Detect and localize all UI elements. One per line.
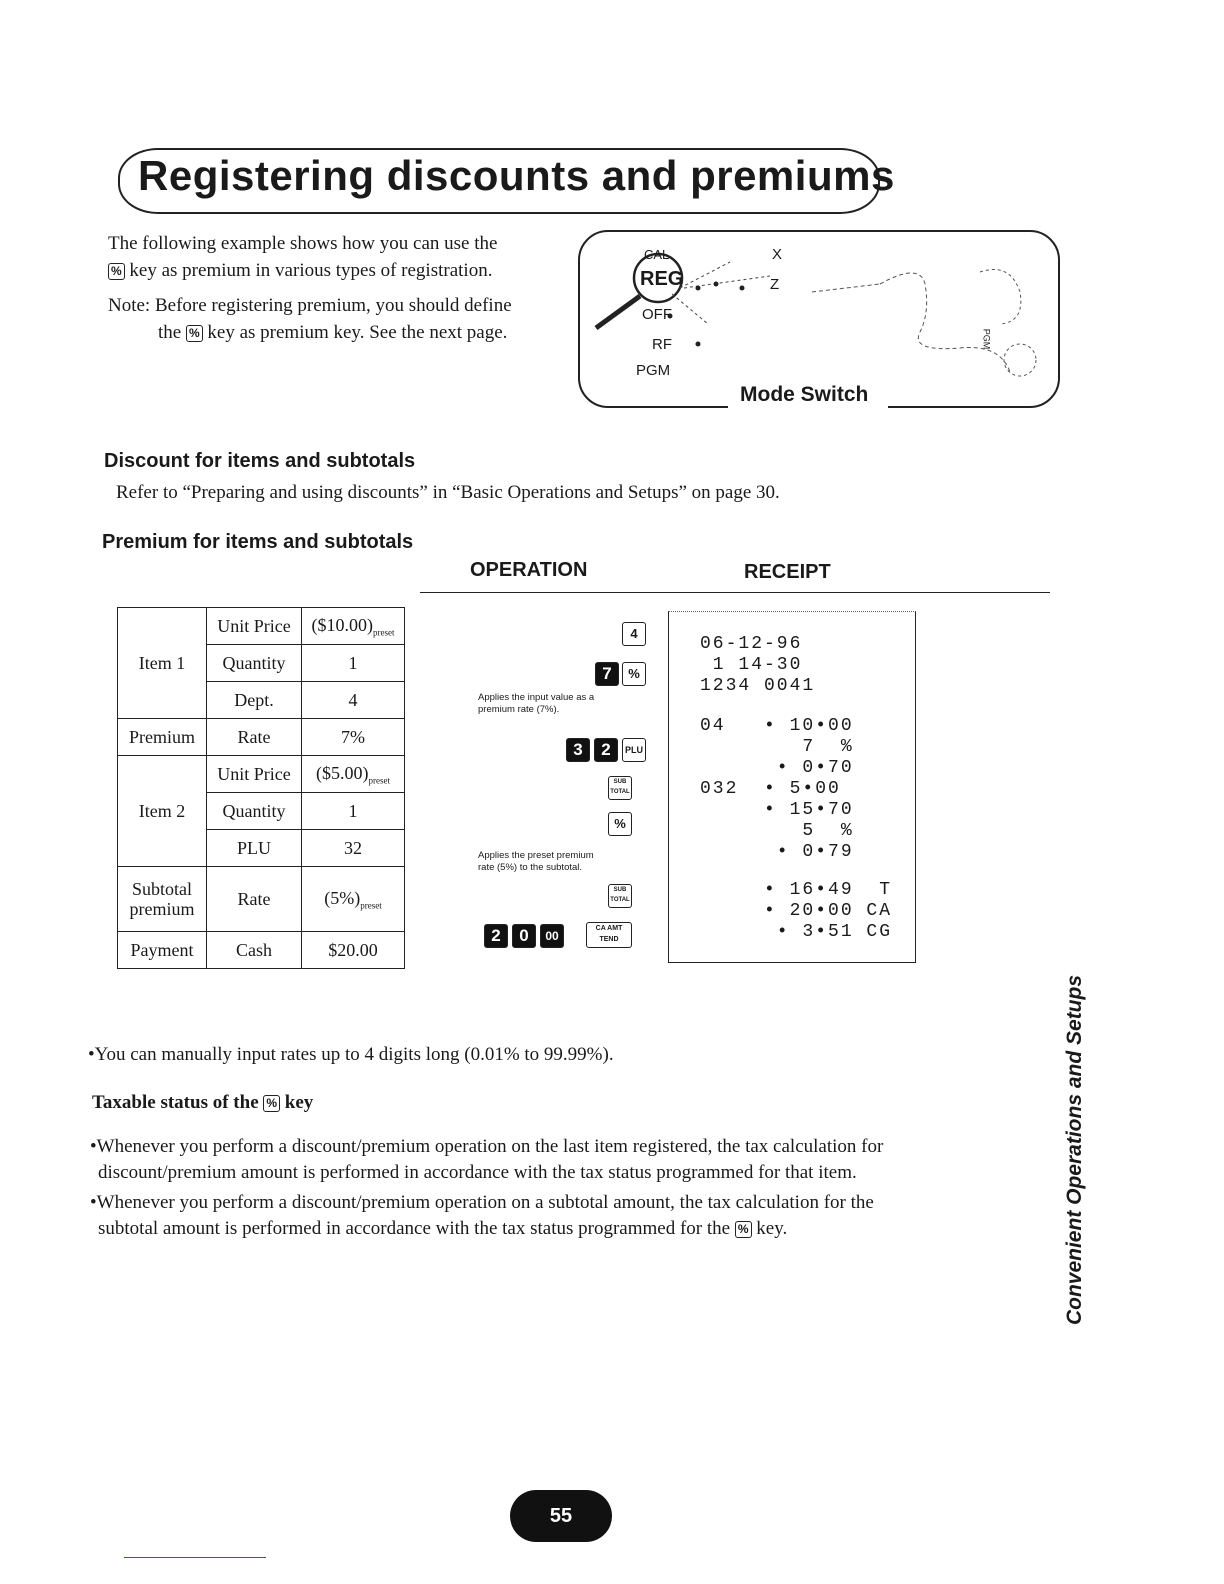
cash-amount-tend-key: CA AMT TEND [586, 922, 632, 948]
intro-note-1: Note: Before registering premium, you should define [108, 295, 512, 316]
item2-price: $(\$5.00)_{preset}$ [302, 756, 405, 793]
page-title: Registering discounts and premiums [138, 152, 895, 199]
header-rule [420, 592, 1050, 593]
percent-key-icon: % [263, 1095, 280, 1112]
intro-text [108, 230, 512, 346]
pgm-key-label: PGM [981, 328, 992, 350]
digit-2-key: 2 [594, 738, 618, 762]
page-number: 55 [510, 1490, 612, 1542]
premium-rate: 7% [302, 719, 405, 756]
receipt-line: • 20•00 CA [700, 901, 893, 921]
percent-key: % [622, 662, 646, 686]
receipt-line: 7 % [700, 737, 854, 757]
item1-dept: 4 [302, 682, 405, 719]
percent-key-icon: % [108, 263, 125, 280]
mode-position-rf: RF [652, 336, 672, 353]
receipt-line: • 3•51 CG [700, 922, 893, 942]
receipt-line: • 15•70 [700, 800, 854, 820]
mode-switch-label: Mode Switch [740, 383, 869, 406]
unit-price-label: Unit Price [207, 608, 302, 645]
side-label: Convenient Operations and Setups [1063, 974, 1086, 1326]
double-zero-key: 00 [540, 924, 564, 948]
digit-0-key: 0 [512, 924, 536, 948]
operation-note-1: Applies the input value as a premium rate (7%). [478, 692, 595, 715]
item1-quantity: 1 [302, 645, 405, 682]
manual-rate-note: •You can manually input rates up to 4 digits long (0.01% to 99.99%). [88, 1044, 614, 1065]
subtotal-premium-cell: Subtotal premium [118, 867, 207, 932]
receipt-line: 5 % [700, 821, 854, 841]
receipt-line: 04 • 10•00 [700, 716, 854, 736]
taxable-bullet-2: •Whenever you perform a discount/premium operation on a subtotal amount, the tax calculation for the subtotal amount is performed in accordance with the tax status programmed for the % key. [90, 1192, 874, 1239]
digit-7-key: 7 [595, 662, 619, 686]
item2-cell: Item 2 [118, 756, 207, 867]
dept-label: Dept. [207, 682, 302, 719]
percent-key-icon: % [186, 325, 203, 342]
subtotal-rate: $(5\%)_{preset}$ [302, 867, 405, 932]
plu-key: PLU [622, 738, 646, 762]
payment-cell: Payment [118, 932, 207, 969]
operation-header: OPERATION [470, 559, 588, 581]
cash-label: Cash [207, 932, 302, 969]
quantity-label: Quantity [207, 645, 302, 682]
mode-position-reg: REG [640, 268, 684, 290]
taxable-heading: Taxable status of the % key [92, 1092, 314, 1113]
mode-position-z: Z [770, 276, 780, 293]
example-data-table [117, 607, 405, 969]
mode-position-off: OFF [642, 306, 672, 323]
cash-value: $20.00 [302, 932, 405, 969]
section-side-tab [1055, 960, 1095, 1350]
intro-line-1: The following example shows how you can use the [108, 233, 498, 254]
item1-cell: Item 1 [118, 608, 207, 719]
discount-heading: Discount for items and subtotals [104, 450, 416, 472]
digit-2-key: 2 [484, 924, 508, 948]
discount-text: Refer to “Preparing and using discounts” in “Basic Operations and Setups” on page 30. [116, 482, 780, 503]
receipt-header: RECEIPT [744, 561, 831, 583]
dept-4-key: 4 [622, 622, 646, 646]
operation-note-2: Applies the preset premium rate (5%) to the subtotal. [478, 850, 594, 873]
premium-cell: Premium [118, 719, 207, 756]
unit-price-label: Unit Price [207, 756, 302, 793]
percent-key: % [608, 812, 632, 836]
rate-label: Rate [207, 719, 302, 756]
receipt-line: • 16•49 T [700, 880, 893, 900]
item1-price: $(\$10.00)_{preset}$ [302, 608, 405, 645]
intro-line-2: % key as premium in various types of registration. [108, 257, 512, 284]
percent-key-icon: % [735, 1221, 752, 1238]
receipt-line: 06-12-96 [700, 634, 803, 654]
intro-note-2: the % key as premium key. See the next page. [158, 322, 508, 343]
receipt-line: 1 14-30 [700, 655, 803, 675]
receipt-line: 1234 0041 [700, 676, 816, 696]
mode-position-pgm: PGM [636, 362, 671, 379]
quantity-label: Quantity [207, 793, 302, 830]
receipt-line: • 0•79 [700, 842, 854, 862]
footer-rule [124, 1557, 266, 1558]
rate-label: Rate [207, 867, 302, 932]
receipt-line: • 0•70 [700, 758, 854, 778]
digit-3-key: 3 [566, 738, 590, 762]
item2-quantity: 1 [302, 793, 405, 830]
premium-heading: Premium for items and subtotals [102, 531, 414, 553]
item2-plu: 32 [302, 830, 405, 867]
mode-position-x: X [772, 246, 783, 263]
subtotal-key: SUB TOTAL [608, 776, 632, 800]
plu-label: PLU [207, 830, 302, 867]
mode-position-cal: CAL [644, 247, 670, 262]
subtotal-key: SUB TOTAL [608, 884, 632, 908]
taxable-bullet-1: •Whenever you perform a discount/premium operation on the last item registered, the tax calculation for discount/premium amount is performed in accordance with the tax status programmed for that item. [90, 1136, 884, 1183]
receipt-line: 032 • 5•00 [700, 779, 841, 799]
